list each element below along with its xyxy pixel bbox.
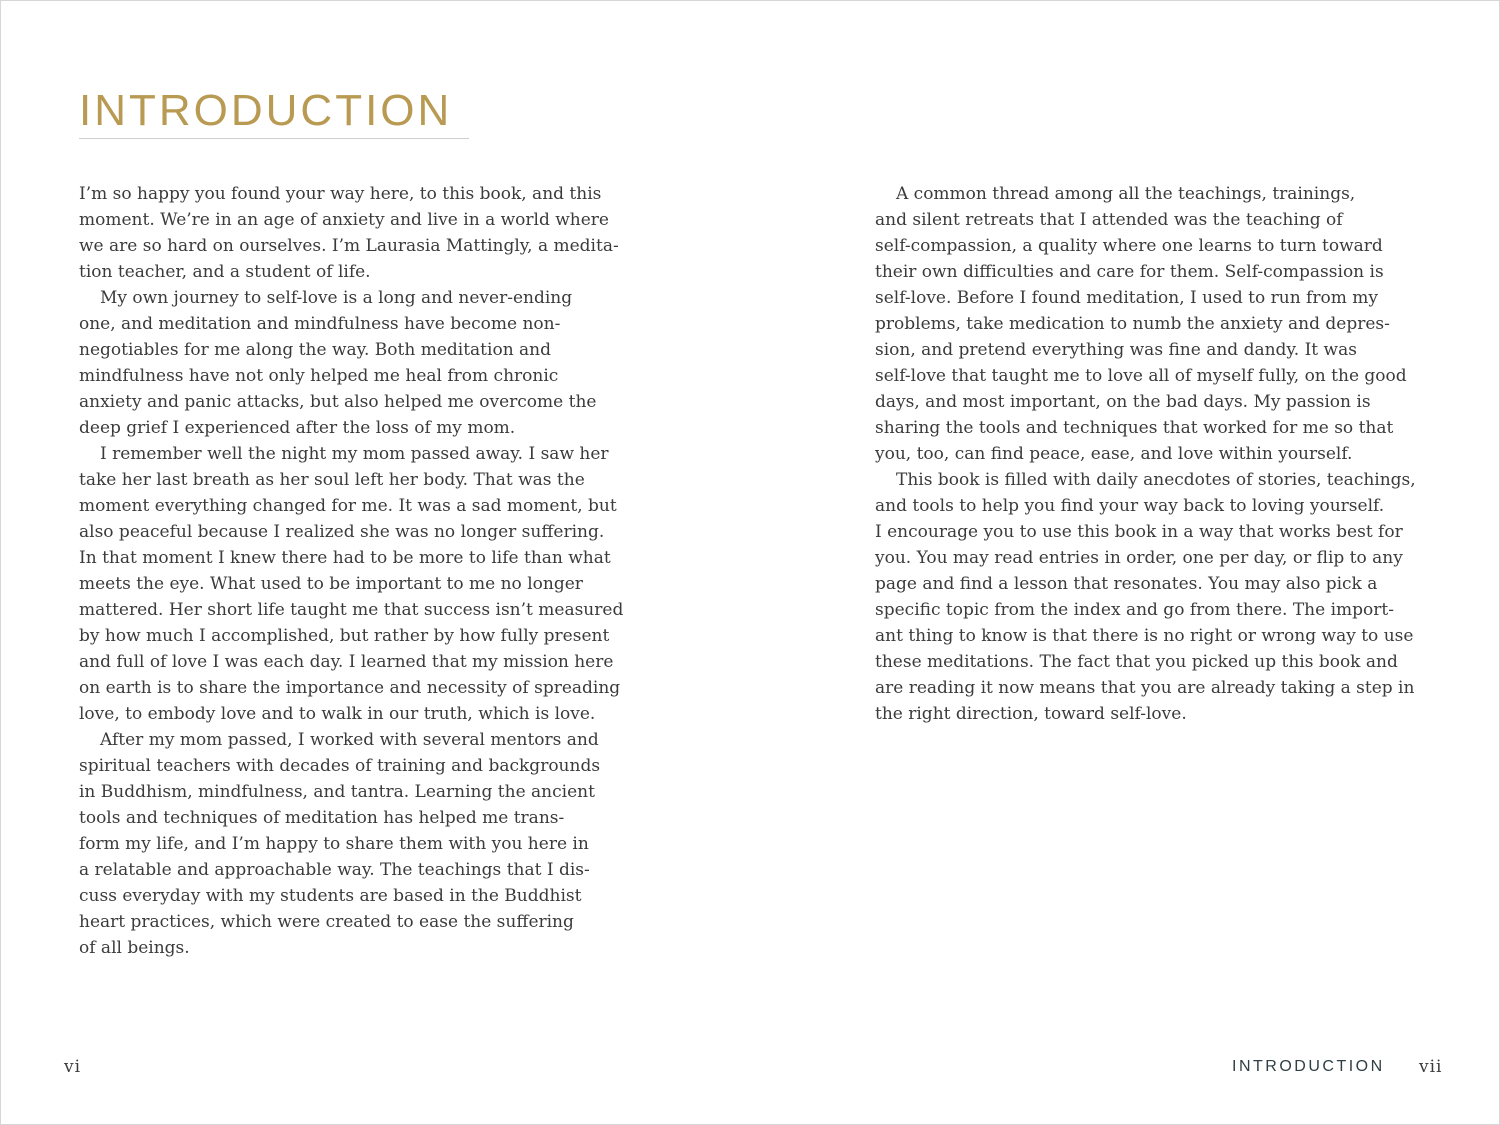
text-line: problems, take medication to numb the anxiety and depres- [875,314,1390,334]
right-page-number: vii [1419,1057,1443,1077]
text-line: in Buddhism, mindfulness, and tantra. Learning the ancient [79,782,595,802]
text-line: I’m so happy you found your way here, to this book, and this [79,184,602,204]
text-line: deep grief I experienced after the loss of my mom. [79,418,516,438]
text-line: their own difficulties and care for them. Self-compassion is [875,262,1384,282]
left-page-text [79,181,639,961]
text-line: A common thread among all the teachings, trainings, [896,184,1356,204]
text-line: by how much I accomplished, but rather by how fully present [79,626,610,646]
text-line: mindfulness have not only helped me heal from chronic [79,366,559,386]
text-line: we are so hard on ourselves. I’m Laurasia Mattingly, a medita- [79,236,619,256]
text-line: on earth is to share the importance and necessity of spreading [79,678,621,698]
text-line: moment. We’re in an age of anxiety and live in a world where [79,210,609,230]
text-line: and silent retreats that I attended was the teaching of [875,210,1343,230]
text-line: of all beings. [79,938,190,958]
text-line: the right direction, toward self-love. [875,704,1187,724]
text-line: a relatable and approachable way. The teachings that I dis- [79,860,590,880]
text-line: you. You may read entries in order, one per day, or flip to any [875,548,1403,568]
text-line: self-love. Before I found meditation, I used to run from my [875,288,1378,308]
text-line: also peaceful because I realized she was no longer suffering. [79,522,605,542]
running-head: INTRODUCTION [1232,1058,1385,1075]
text-line: cuss everyday with my students are based in the Buddhist [79,886,582,906]
text-line: are reading it now means that you are already taking a step in [875,678,1415,698]
text-line: In that moment I knew there had to be more to life than what [79,548,611,568]
text-line: and full of love I was each day. I learned that my mission here [79,652,614,672]
text-line: This book is filled with daily anecdotes of stories, teachings, [896,470,1416,490]
text-line: take her last breath as her soul left her body. That was the [79,470,585,490]
text-line: negotiables for me along the way. Both meditation and [79,340,552,360]
text-line: I encourage you to use this book in a way that works best for [875,522,1403,542]
text-line: moment everything changed for me. It was a sad moment, but [79,496,617,516]
text-line: meets the eye. What used to be important to me no longer [79,574,583,594]
text-line: After my mom passed, I worked with several mentors and [100,730,599,750]
text-line: tion teacher, and a student of life. [79,262,371,282]
text-line: I remember well the night my mom passed away. I saw her [100,444,609,464]
text-line: page and find a lesson that resonates. You may also pick a [875,574,1378,594]
left-page-number: vi [64,1057,82,1077]
text-line: My own journey to self-love is a long and never-ending [100,288,573,308]
text-line: tools and techniques of meditation has helped me trans- [79,808,565,828]
text-line: and tools to help you find your way back to loving yourself. [875,496,1385,516]
text-line: self-love that taught me to love all of myself fully, on the good [875,366,1407,386]
text-line: specific topic from the index and go from there. The import- [875,600,1394,620]
text-line: anxiety and panic attacks, but also helped me overcome the [79,392,597,412]
text-line: sharing the tools and techniques that worked for me so that [875,418,1394,438]
right-page-text [875,181,1435,727]
text-line: sion, and pretend everything was fine and dandy. It was [875,340,1357,360]
heading-underline [79,138,469,139]
text-line: spiritual teachers with decades of training and backgrounds [79,756,601,776]
text-line: days, and most important, on the bad days. My passion is [875,392,1371,412]
text-line: form my life, and I’m happy to share them with you here in [79,834,589,854]
text-line: love, to embody love and to walk in our truth, which is love. [79,704,596,724]
text-line: mattered. Her short life taught me that success isn’t measured [79,600,624,620]
chapter-heading: INTRODUCTION [79,86,453,135]
text-line: ant thing to know is that there is no right or wrong way to use [875,626,1414,646]
text-line: one, and meditation and mindfulness have become non- [79,314,561,334]
text-line: these meditations. The fact that you picked up this book and [875,652,1398,672]
text-line: heart practices, which were created to ease the suffering [79,912,574,932]
text-line: self-compassion, a quality where one learns to turn toward [875,236,1383,256]
text-line: you, too, can find peace, ease, and love within yourself. [875,444,1353,464]
